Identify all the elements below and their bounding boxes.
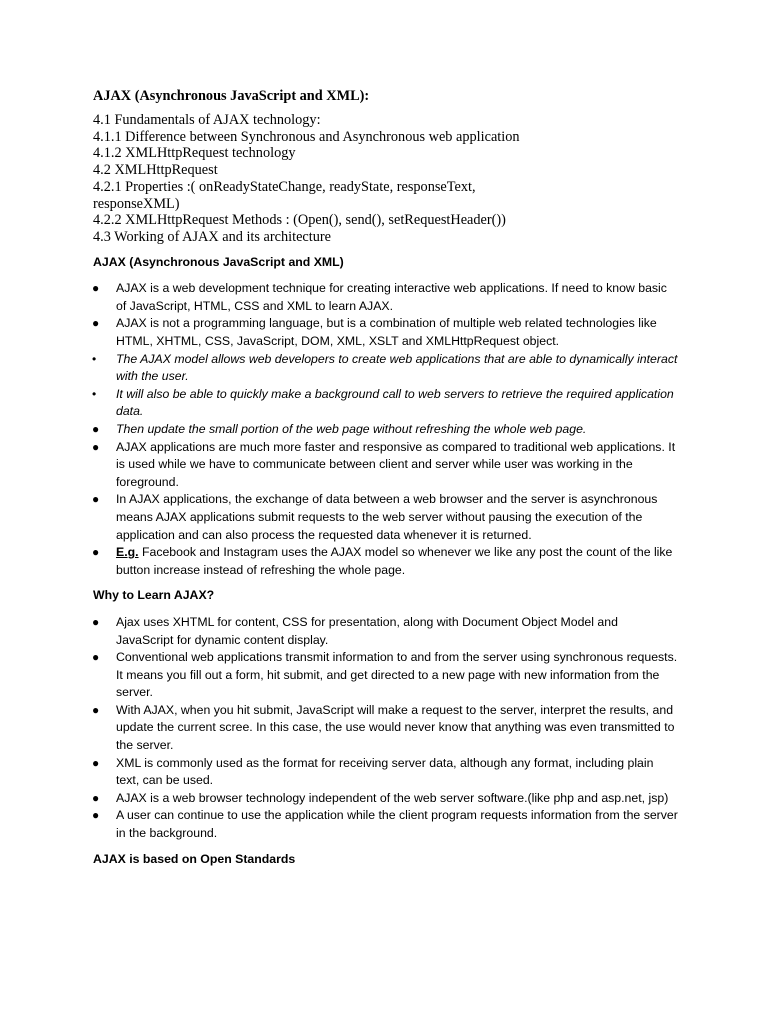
- list-item-text: Ajax uses XHTML for content, CSS for presentation, along with Document Object Model and JavaScript for dynamic content display.: [116, 614, 618, 647]
- bullet-icon: ●: [92, 316, 100, 331]
- toc-line: 4.1.1 Difference between Synchronous and Asynchronous web application: [93, 128, 520, 145]
- list-item-text: With AJAX, when you hit submit, JavaScript will make a request to the server, interpret the results, and update the current scree. In this case, the use would never know that anything was even transmitted to the server.: [116, 702, 675, 753]
- list-item: [93, 702, 678, 755]
- list-item-text: Conventional web applications transmit information to and from the server using synchronous requests. It means you fill out a form, hit submit, and get directed to a new page with new information from the server.: [116, 650, 678, 700]
- section-heading-open-standards: AJAX is based on Open Standards: [93, 851, 296, 866]
- bullet-icon: ●: [92, 614, 100, 629]
- bullet-list-why-learn: [93, 614, 678, 843]
- bullet-list-ajax: [93, 280, 678, 579]
- list-item-text: XML is commonly used as the format for receiving server data, although any format, including plain text, can be used.: [116, 755, 654, 788]
- list-item: [93, 790, 678, 808]
- toc-line: 4.2.2 XMLHttpRequest Methods : (Open(), send(), setRequestHeader()): [93, 212, 506, 229]
- bullet-icon: ●: [92, 790, 100, 805]
- toc-line: 4.1 Fundamentals of AJAX technology:: [93, 112, 321, 128]
- list-item: [93, 386, 678, 421]
- document-title: AJAX (Asynchronous JavaScript and XML):: [93, 88, 370, 104]
- list-item-text: A user can continue to use the application while the client program requests information from the server in the background.: [116, 808, 678, 841]
- toc-line: 4.2.1 Properties :( onReadyStateChange, readyState, responseText,: [93, 178, 476, 195]
- bullet-icon: ●: [92, 281, 100, 296]
- list-item-text: AJAX is not a programming language, but is a combination of multiple web related technologies like HTML, XHTML, CSS, JavaScript, DOM, XML, XSLT and XMLHttpRequest object.: [116, 316, 657, 348]
- section-heading-ajax: AJAX (Asynchronous JavaScript and XML): [93, 254, 344, 269]
- toc-line: responseXML): [93, 195, 180, 212]
- list-item: [93, 351, 678, 386]
- bullet-icon: ●: [92, 545, 100, 560]
- list-item-text: It will also be able to quickly make a background call to web servers to retrieve the required application data.: [116, 386, 674, 419]
- list-item: [93, 807, 678, 842]
- list-item: [93, 421, 678, 439]
- bullet-icon: ●: [92, 421, 100, 436]
- list-item-text: Then update the small portion of the web page without refreshing the whole web page.: [116, 421, 587, 436]
- bullet-icon: ●: [92, 439, 100, 454]
- example-label: E.g.: [116, 545, 139, 560]
- bullet-icon: ●: [92, 650, 100, 665]
- list-item: [93, 280, 678, 315]
- bullet-icon: ●: [92, 492, 100, 507]
- section-heading-why-learn: Why to Learn AJAX?: [93, 588, 215, 603]
- toc-line: 4.1.2 XMLHttpRequest technology: [93, 145, 296, 162]
- document-body: [93, 86, 678, 877]
- table-of-contents: [93, 112, 678, 246]
- list-item: [93, 614, 678, 649]
- bullet-icon: ●: [92, 755, 100, 770]
- list-item: [93, 755, 678, 790]
- list-item: [93, 544, 678, 579]
- bullet-icon: ●: [92, 702, 100, 717]
- bullet-icon: ●: [92, 808, 100, 823]
- list-item-text: The AJAX model allows web developers to create web applications that are able to dynamically interact with the user.: [116, 351, 678, 384]
- list-item: [93, 491, 678, 544]
- toc-line: 4.2 XMLHttpRequest: [93, 162, 218, 179]
- bullet-icon: •: [92, 351, 97, 366]
- list-item: [93, 439, 678, 492]
- list-item-text: Facebook and Instagram uses the AJAX model so whenever we like any post the count of the like button increase instead of refreshing the whole page.: [116, 545, 673, 577]
- list-item-text: AJAX applications are much more faster and responsive as compared to traditional web applications. It is used while we have to communicate between client and server while user was working in the foreground.: [116, 439, 676, 489]
- list-item-text: In AJAX applications, the exchange of data between a web browser and the server is asynchronous means AJAX applications submit requests to the web server without pausing the execution of the application and can also process the requested data whenever it is returned.: [116, 492, 658, 542]
- toc-line: 4.3 Working of AJAX and its architecture: [93, 228, 332, 245]
- list-item-text: AJAX is a web browser technology independent of the web server software.(like php and asp.net, jsp): [116, 790, 669, 805]
- list-item: [93, 649, 678, 702]
- bullet-icon: •: [92, 386, 97, 401]
- list-item-text: AJAX is a web development technique for creating interactive web applications. If need to know basic of JavaScript, HTML, CSS and XML to learn AJAX.: [116, 281, 667, 313]
- list-item: [93, 315, 678, 350]
